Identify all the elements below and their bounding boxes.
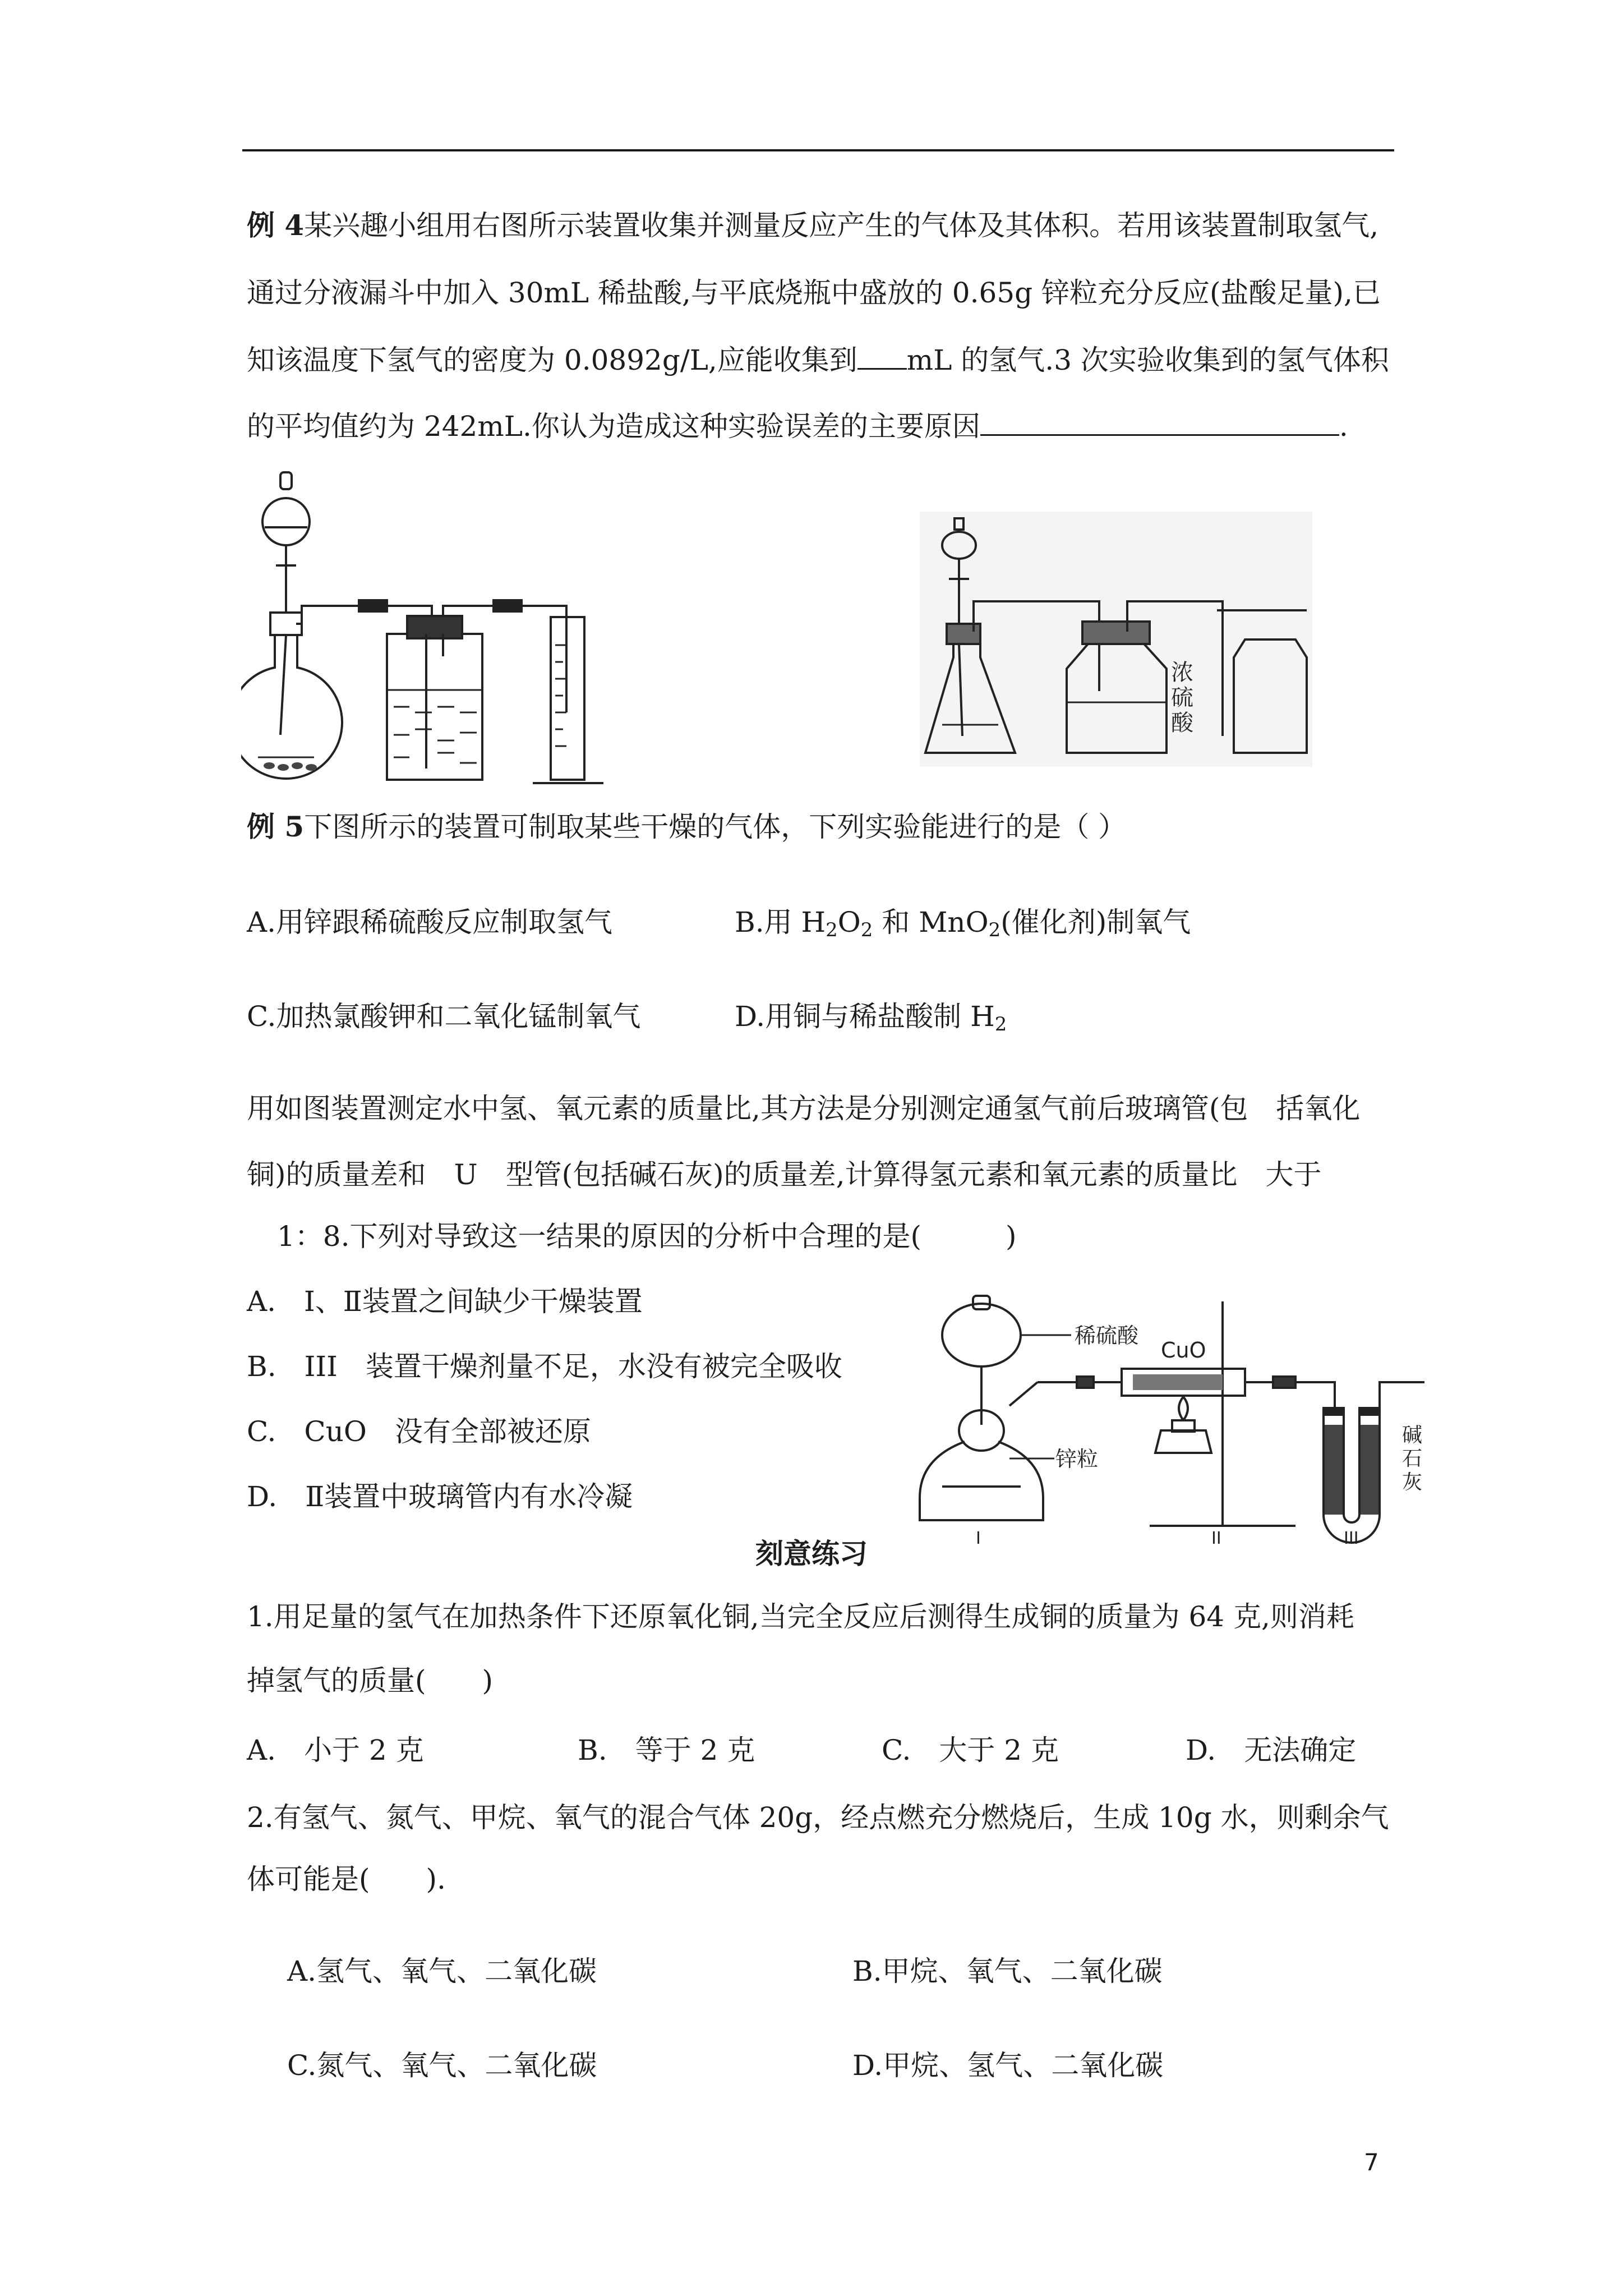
q3-option-b[interactable]: B. III 装置干燥剂量不足，水没有被完全吸收 — [247, 1350, 842, 1383]
label-soda-lime-char1: 碱 — [1402, 1424, 1423, 1447]
ex4-text-3a: 知该温度下氢气的密度为 0.0892g/L,应能收集到 — [247, 344, 857, 376]
practice-q1-option-d[interactable]: D. 无法确定 — [1186, 1734, 1357, 1766]
ex5-option-b[interactable] — [735, 905, 1191, 939]
label-conc-sulfuric-char2: 硫 — [1171, 685, 1193, 711]
ex5-option-c[interactable]: C.加热氯酸钾和二氧化锰制氧气 — [247, 1000, 641, 1033]
page-number: 7 — [1364, 2148, 1379, 2176]
label-zinc-granules: 锌粒 — [1055, 1447, 1099, 1471]
ex5-option-d-text: D.用铜与稀盐酸制 H — [735, 1000, 995, 1033]
practice-q2-option-c[interactable]: C.氮气、氧气、二氧化碳 — [287, 2049, 597, 2082]
label-cuo: CuO — [1161, 1338, 1206, 1363]
label-conc-sulfuric-char3: 酸 — [1171, 710, 1193, 736]
ex5-label: 例 5 — [247, 810, 305, 843]
ex4-line-3 — [247, 343, 1389, 377]
practice-q1-line-1: 1.用足量的氢气在加热条件下还原氧化铜,当完全反应后测得生成铜的质量为 64 克,则消耗 — [247, 1600, 1354, 1633]
q3-line-2: 铜)的质量差和 U 型管(包括碱石灰)的质量差,计算得氢元素和氧元素的质量比 大于 — [247, 1158, 1322, 1191]
ex4-text-4b: . — [1339, 410, 1348, 443]
label-conc-sulfuric-char1: 浓 — [1171, 660, 1193, 685]
practice-q1-option-a[interactable]: A. 小于 2 克 — [247, 1734, 424, 1766]
ex5-option-b-text: B.用 H — [735, 906, 826, 938]
ex4-text-4a: 的平均值约为 242mL.你认为造成这种实验误差的主要原因 — [247, 410, 980, 443]
ex4-text-1: 某兴趣小组用右图所示装置收集并测量反应产生的气体及其体积。若用该装置制取氢气, — [304, 209, 1379, 242]
ex4-line-2: 通过分液漏斗中加入 30mL 稀盐酸,与平底烧瓶中盛放的 0.65g 锌粒充分反应(盐酸足量),已 — [247, 277, 1381, 309]
label-soda-lime-char3: 灰 — [1402, 1471, 1423, 1494]
figure-hydrogen-reduction-apparatus — [909, 1290, 1441, 1548]
ex5-option-b-text: 和 MnO — [873, 906, 989, 938]
ex4-text-3b: mL 的氢气.3 次实验收集到的氢气体积 — [906, 344, 1389, 376]
q3-line-1: 用如图装置测定水中氢、氧元素的质量比,其方法是分别测定通氢气前后玻璃管(包 括氧化 — [247, 1092, 1361, 1125]
q3-option-d[interactable]: D. Ⅱ装置中玻璃管内有水冷凝 — [247, 1480, 633, 1513]
ex5-text: 下图所示的装置可制取某些干燥的气体，下列实验能进行的是（ ） — [304, 811, 1127, 843]
practice-title: 刻意练习 — [755, 1537, 868, 1570]
ex5-option-d-sub: 2 — [994, 1013, 1007, 1036]
practice-q1-option-c[interactable]: C. 大于 2 克 — [882, 1734, 1059, 1766]
label-dilute-sulfuric-acid: 稀硫酸 — [1075, 1323, 1139, 1348]
figure-gas-collection-apparatus — [241, 466, 611, 791]
header-rule — [242, 149, 1394, 151]
q3-option-a[interactable]: A. I、Ⅱ装置之间缺少干燥装置 — [247, 1285, 643, 1318]
practice-q1-option-b[interactable]: B. 等于 2 克 — [578, 1734, 755, 1766]
ex4-line-4 — [247, 409, 1348, 443]
q3-option-c[interactable]: C. CuO 没有全部被还原 — [247, 1415, 591, 1448]
ex4-label: 例 4 — [247, 209, 305, 242]
ex5-question — [247, 810, 1126, 844]
label-soda-lime-char2: 石 — [1402, 1447, 1423, 1470]
ex5-option-b-text: (催化剂)制氧气 — [1000, 906, 1191, 938]
ex5-option-a[interactable]: A.用锌跟稀硫酸反应制取氢气 — [247, 906, 613, 938]
ex5-option-d[interactable] — [735, 1000, 1007, 1036]
label-device-2: II — [1211, 1529, 1221, 1548]
label-device-1: I — [976, 1529, 981, 1548]
practice-q2-option-d[interactable]: D.甲烷、氢气、二氧化碳 — [852, 2049, 1164, 2082]
ex5-option-b-sub: 2 — [826, 919, 838, 941]
figure-drying-apparatus — [920, 512, 1312, 767]
practice-q1-line-2: 掉氢气的质量( ) — [247, 1664, 494, 1697]
label-device-3: III — [1344, 1529, 1359, 1548]
ex4-blank-volume[interactable] — [857, 343, 907, 370]
ex5-option-b-sub: 2 — [988, 919, 1001, 941]
practice-q2-line-2: 体可能是( ). — [247, 1863, 446, 1895]
ex4-blank-reason[interactable] — [980, 409, 1339, 436]
ex4-line-1 — [247, 209, 1378, 242]
practice-q2-option-a[interactable]: A.氢气、氧气、二氧化碳 — [287, 1955, 597, 1987]
q3-line-3: 1：8.下列对导致这一结果的原因的分析中合理的是( ) — [277, 1220, 1017, 1253]
ex5-option-b-text: O — [837, 906, 861, 938]
practice-q2-option-b[interactable]: B.甲烷、氧气、二氧化碳 — [852, 1955, 1163, 1987]
ex5-option-b-sub: 2 — [860, 919, 873, 941]
practice-q2-line-1: 2.有氢气、氮气、甲烷、氧气的混合气体 20g，经点燃充分燃烧后，生成 10g 水，则剩余气 — [247, 1801, 1389, 1834]
